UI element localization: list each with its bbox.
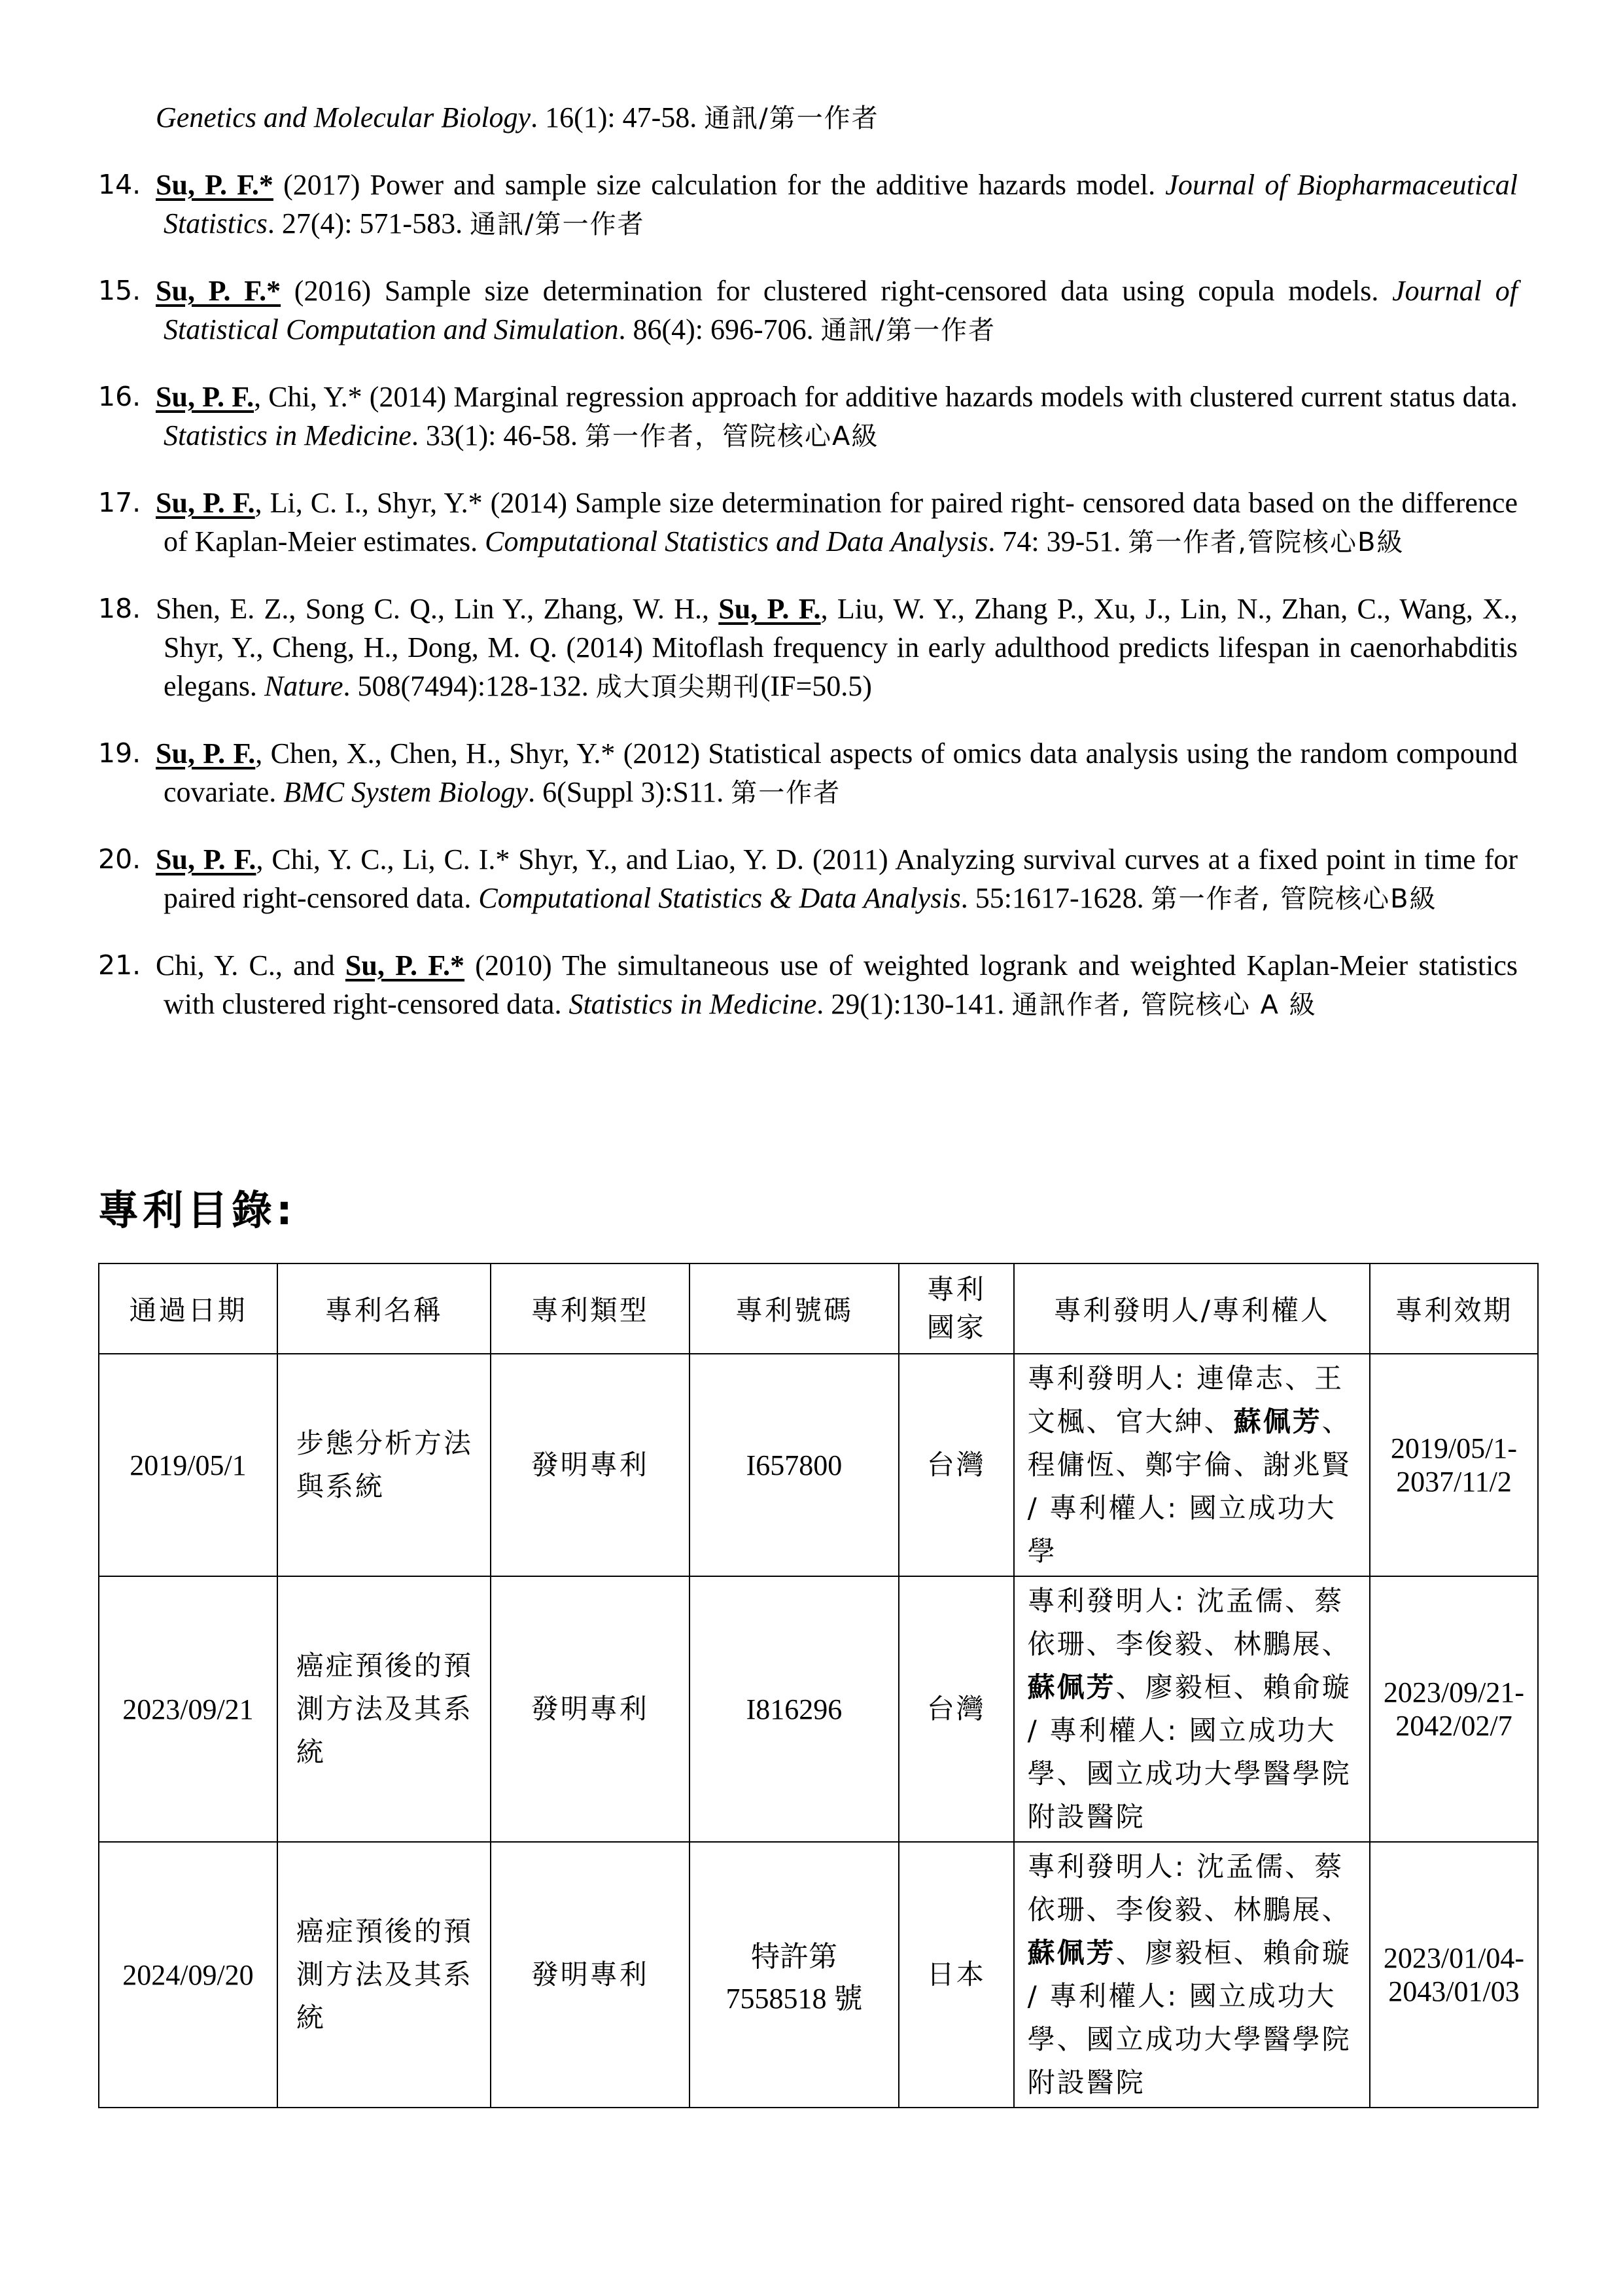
cell-type: 發明專利 — [491, 1576, 690, 1842]
citation-text: . 29(1):130-141. — [816, 988, 1012, 1020]
table-row — [99, 1576, 1538, 1842]
publication-item — [98, 98, 1518, 138]
cell-country: 日本 — [899, 1842, 1014, 2108]
cell-inventors — [1014, 1354, 1370, 1576]
citation-text: (2016) Sample size determination for clustered right-censored data using copula models. — [281, 275, 1393, 307]
header-inventors: 專利發明人/專利權人 — [1014, 1263, 1370, 1354]
publication-item — [98, 734, 1518, 813]
cell-number: I657800 — [689, 1354, 899, 1576]
cell-name: 癌症預後的預測方法及其系統 — [277, 1842, 491, 2108]
inventors-text: 專利發明人: 連偉志、王文楓、官大紳、 — [1027, 1362, 1344, 1438]
journal-name: BMC System Biology — [283, 776, 529, 808]
cell-number: I816296 — [689, 1576, 899, 1842]
cell-name: 癌症預後的預測方法及其系統 — [277, 1576, 491, 1842]
header-type: 專利類型 — [491, 1263, 690, 1354]
publication-text — [156, 840, 1518, 919]
publication-item — [98, 946, 1518, 1025]
author-role-note: 第一作者, 管院核心B級 — [1151, 884, 1437, 914]
author-role-note: 第一作者,管院核心B級 — [1128, 527, 1405, 557]
cell-country: 台灣 — [899, 1576, 1014, 1842]
journal-name: Statistics in Medicine — [568, 988, 817, 1020]
journal-name: Computational Statistics and Data Analysis — [485, 525, 988, 557]
citation-text: (2010) The simultaneous use of weighted logrank and weighted Kaplan-Meier statistics with clustered right-censored data. — [164, 949, 1518, 1020]
publication-number: 20. — [98, 843, 141, 875]
table-row — [99, 1842, 1538, 2108]
inventors-text: 、程傭恆、鄭宇倫、謝兆賢 / 專利權人: 國立成功大學 — [1027, 1405, 1352, 1567]
citation-text: . 55:1617-1628. — [960, 882, 1151, 914]
header-country-line2: 國家 — [926, 1311, 986, 1343]
self-author: Su, P. F. — [156, 381, 254, 413]
citation-text: . 33(1): 46-58. — [411, 419, 585, 451]
publication-item — [98, 840, 1518, 919]
publication-text — [156, 378, 1518, 456]
table-header-row — [99, 1263, 1538, 1354]
journal-name: Genetics and Molecular Biology — [156, 101, 531, 133]
citation-text: . 508(7494):128-132. — [343, 670, 596, 702]
cell-validity: 2023/09/21-2042/02/7 — [1370, 1576, 1538, 1842]
self-author: Su, P. F. — [156, 487, 255, 519]
citation-text: . 86(4): 696-706. — [618, 313, 821, 345]
inventors-text: 專利發明人: 沈孟儒、蔡依珊、李俊毅、林鵬展、 — [1027, 1850, 1352, 1926]
publication-number: 14. — [98, 169, 141, 200]
self-author: Su, P. F.* — [156, 169, 273, 201]
header-date: 通過日期 — [99, 1263, 277, 1354]
journal-name: Journal of Statistical Computation and Simulation — [164, 275, 1518, 345]
publication-list — [98, 98, 1518, 1052]
cell-validity: 2023/01/04-2043/01/03 — [1370, 1842, 1538, 2108]
author-role-note: 通訊/第一作者 — [704, 103, 879, 133]
citation-text: . 16(1): 47-58. — [531, 101, 705, 133]
cell-country: 台灣 — [899, 1354, 1014, 1576]
author-role-note: 第一作者，管院核心A級 — [585, 421, 879, 451]
journal-name: Nature — [264, 670, 343, 702]
publication-text — [156, 272, 1518, 350]
journal-name: Statistics in Medicine — [164, 419, 411, 451]
publication-item — [98, 378, 1518, 456]
inventor-self: 蘇佩芳 — [1233, 1405, 1322, 1438]
publication-item — [98, 484, 1518, 562]
cell-date: 2023/09/21 — [99, 1576, 277, 1842]
self-author: Su, P. F.* — [345, 949, 465, 981]
citation-text: . 6(Suppl 3):S11. — [528, 776, 731, 808]
publication-number: 18. — [98, 593, 141, 624]
citation-text: , Li, C. I., Shyr, Y.* (2014) Sample size determination for paired right- censored data based on the difference of Kaplan-Meier estimates. — [164, 487, 1518, 557]
citation-text: . 27(4): 571-583. — [267, 207, 470, 239]
author-role-note: 通訊/第一作者 — [470, 209, 645, 239]
header-validity: 專利效期 — [1370, 1263, 1538, 1354]
self-author: Su, P. F.* — [156, 275, 281, 307]
publication-item — [98, 272, 1518, 350]
inventor-self: 蘇佩芳 — [1027, 1671, 1116, 1703]
citation-text: , Chen, X., Chen, H., Shyr, Y.* (2012) Statistical aspects of omics data analysis using the random compound covariate. — [164, 737, 1518, 808]
cell-number: 特許第 7558518 號 — [689, 1842, 899, 2108]
author-role-note: 第一作者 — [731, 778, 841, 808]
publication-text — [156, 166, 1518, 244]
publication-item — [98, 166, 1518, 244]
cell-date: 2024/09/20 — [99, 1842, 277, 2108]
cell-inventors — [1014, 1576, 1370, 1842]
publication-number: 16. — [98, 381, 141, 412]
publication-text — [156, 734, 1518, 813]
self-author: Su, P. F. — [156, 737, 256, 769]
inventor-self: 蘇佩芳 — [1027, 1937, 1116, 1969]
citation-text: Chi, Y. C., and — [156, 949, 345, 981]
cell-date: 2019/05/1 — [99, 1354, 277, 1576]
self-author: Su, P. F. — [718, 593, 821, 625]
citation-text: , Chi, Y.* (2014) Marginal regression approach for additive hazards models with clustered current status data. — [254, 381, 1518, 413]
citation-text: , Chi, Y. C., Li, C. I.* Shyr, Y., and Liao, Y. D. (2011) Analyzing survival curves at a fixed point in time for paired right-censored data. — [164, 843, 1518, 914]
publication-number: 19. — [98, 737, 141, 769]
cell-type: 發明專利 — [491, 1354, 690, 1576]
cell-name: 步態分析方法與系統 — [277, 1354, 491, 1576]
publication-item — [98, 590, 1518, 707]
header-country — [899, 1263, 1014, 1354]
cell-inventors — [1014, 1842, 1370, 2108]
author-role-note: 通訊作者, 管院核心 A 級 — [1011, 990, 1317, 1020]
cell-type: 發明專利 — [491, 1842, 690, 2108]
publication-number: 17. — [98, 487, 141, 518]
publication-text — [156, 946, 1518, 1025]
cell-validity: 2019/05/1-2037/11/2 — [1370, 1354, 1538, 1576]
citation-text: Shen, E. Z., Song C. Q., Lin Y., Zhang, W. H., — [156, 593, 719, 625]
table-row — [99, 1354, 1538, 1576]
header-number: 專利號碼 — [689, 1263, 899, 1354]
citation-text: . 74: 39-51. — [988, 525, 1128, 557]
publication-text — [156, 98, 1518, 138]
publication-number: 21. — [98, 949, 141, 981]
patent-section-title: 專利目錄: — [98, 1186, 296, 1234]
inventors-text: 、廖毅桓、賴俞璇 / 專利權人: 國立成功大學、國立成功大學醫學院附設醫院 — [1027, 1937, 1352, 2098]
citation-text: , Liu, W. Y., Zhang P., Xu, J., Lin, N., Zhan, C., Wang, X., Shyr, Y., Cheng, H., Dong, M. Q. (2014) Mitoflash frequency in early adulthood predicts lifespan in caenorhabditis elegans. — [164, 593, 1518, 702]
journal-name: Journal of Biopharmaceutical Statistics — [164, 169, 1518, 239]
citation-text: (2017) Power and sample size calculation for the additive hazards model. — [273, 169, 1166, 201]
inventors-text: 、廖毅桓、賴俞璇 / 專利權人: 國立成功大學、國立成功大學醫學院附設醫院 — [1027, 1671, 1352, 1833]
author-role-note: 通訊/第一作者 — [820, 315, 996, 345]
journal-name: Computational Statistics & Data Analysis — [478, 882, 961, 914]
self-author: Su, P. F. — [156, 843, 256, 875]
publication-number: 15. — [98, 275, 141, 306]
inventors-text: 專利發明人: 沈孟儒、蔡依珊、李俊毅、林鵬展、 — [1027, 1585, 1352, 1660]
impact-factor: (IF=50.5) — [760, 670, 872, 702]
author-role-note: 成大頂尖期刊 — [595, 672, 761, 702]
publication-text — [156, 484, 1518, 562]
header-country-line1: 專利 — [926, 1273, 986, 1305]
publication-text — [156, 590, 1518, 707]
patent-table — [98, 1263, 1539, 2108]
header-name: 專利名稱 — [277, 1263, 491, 1354]
